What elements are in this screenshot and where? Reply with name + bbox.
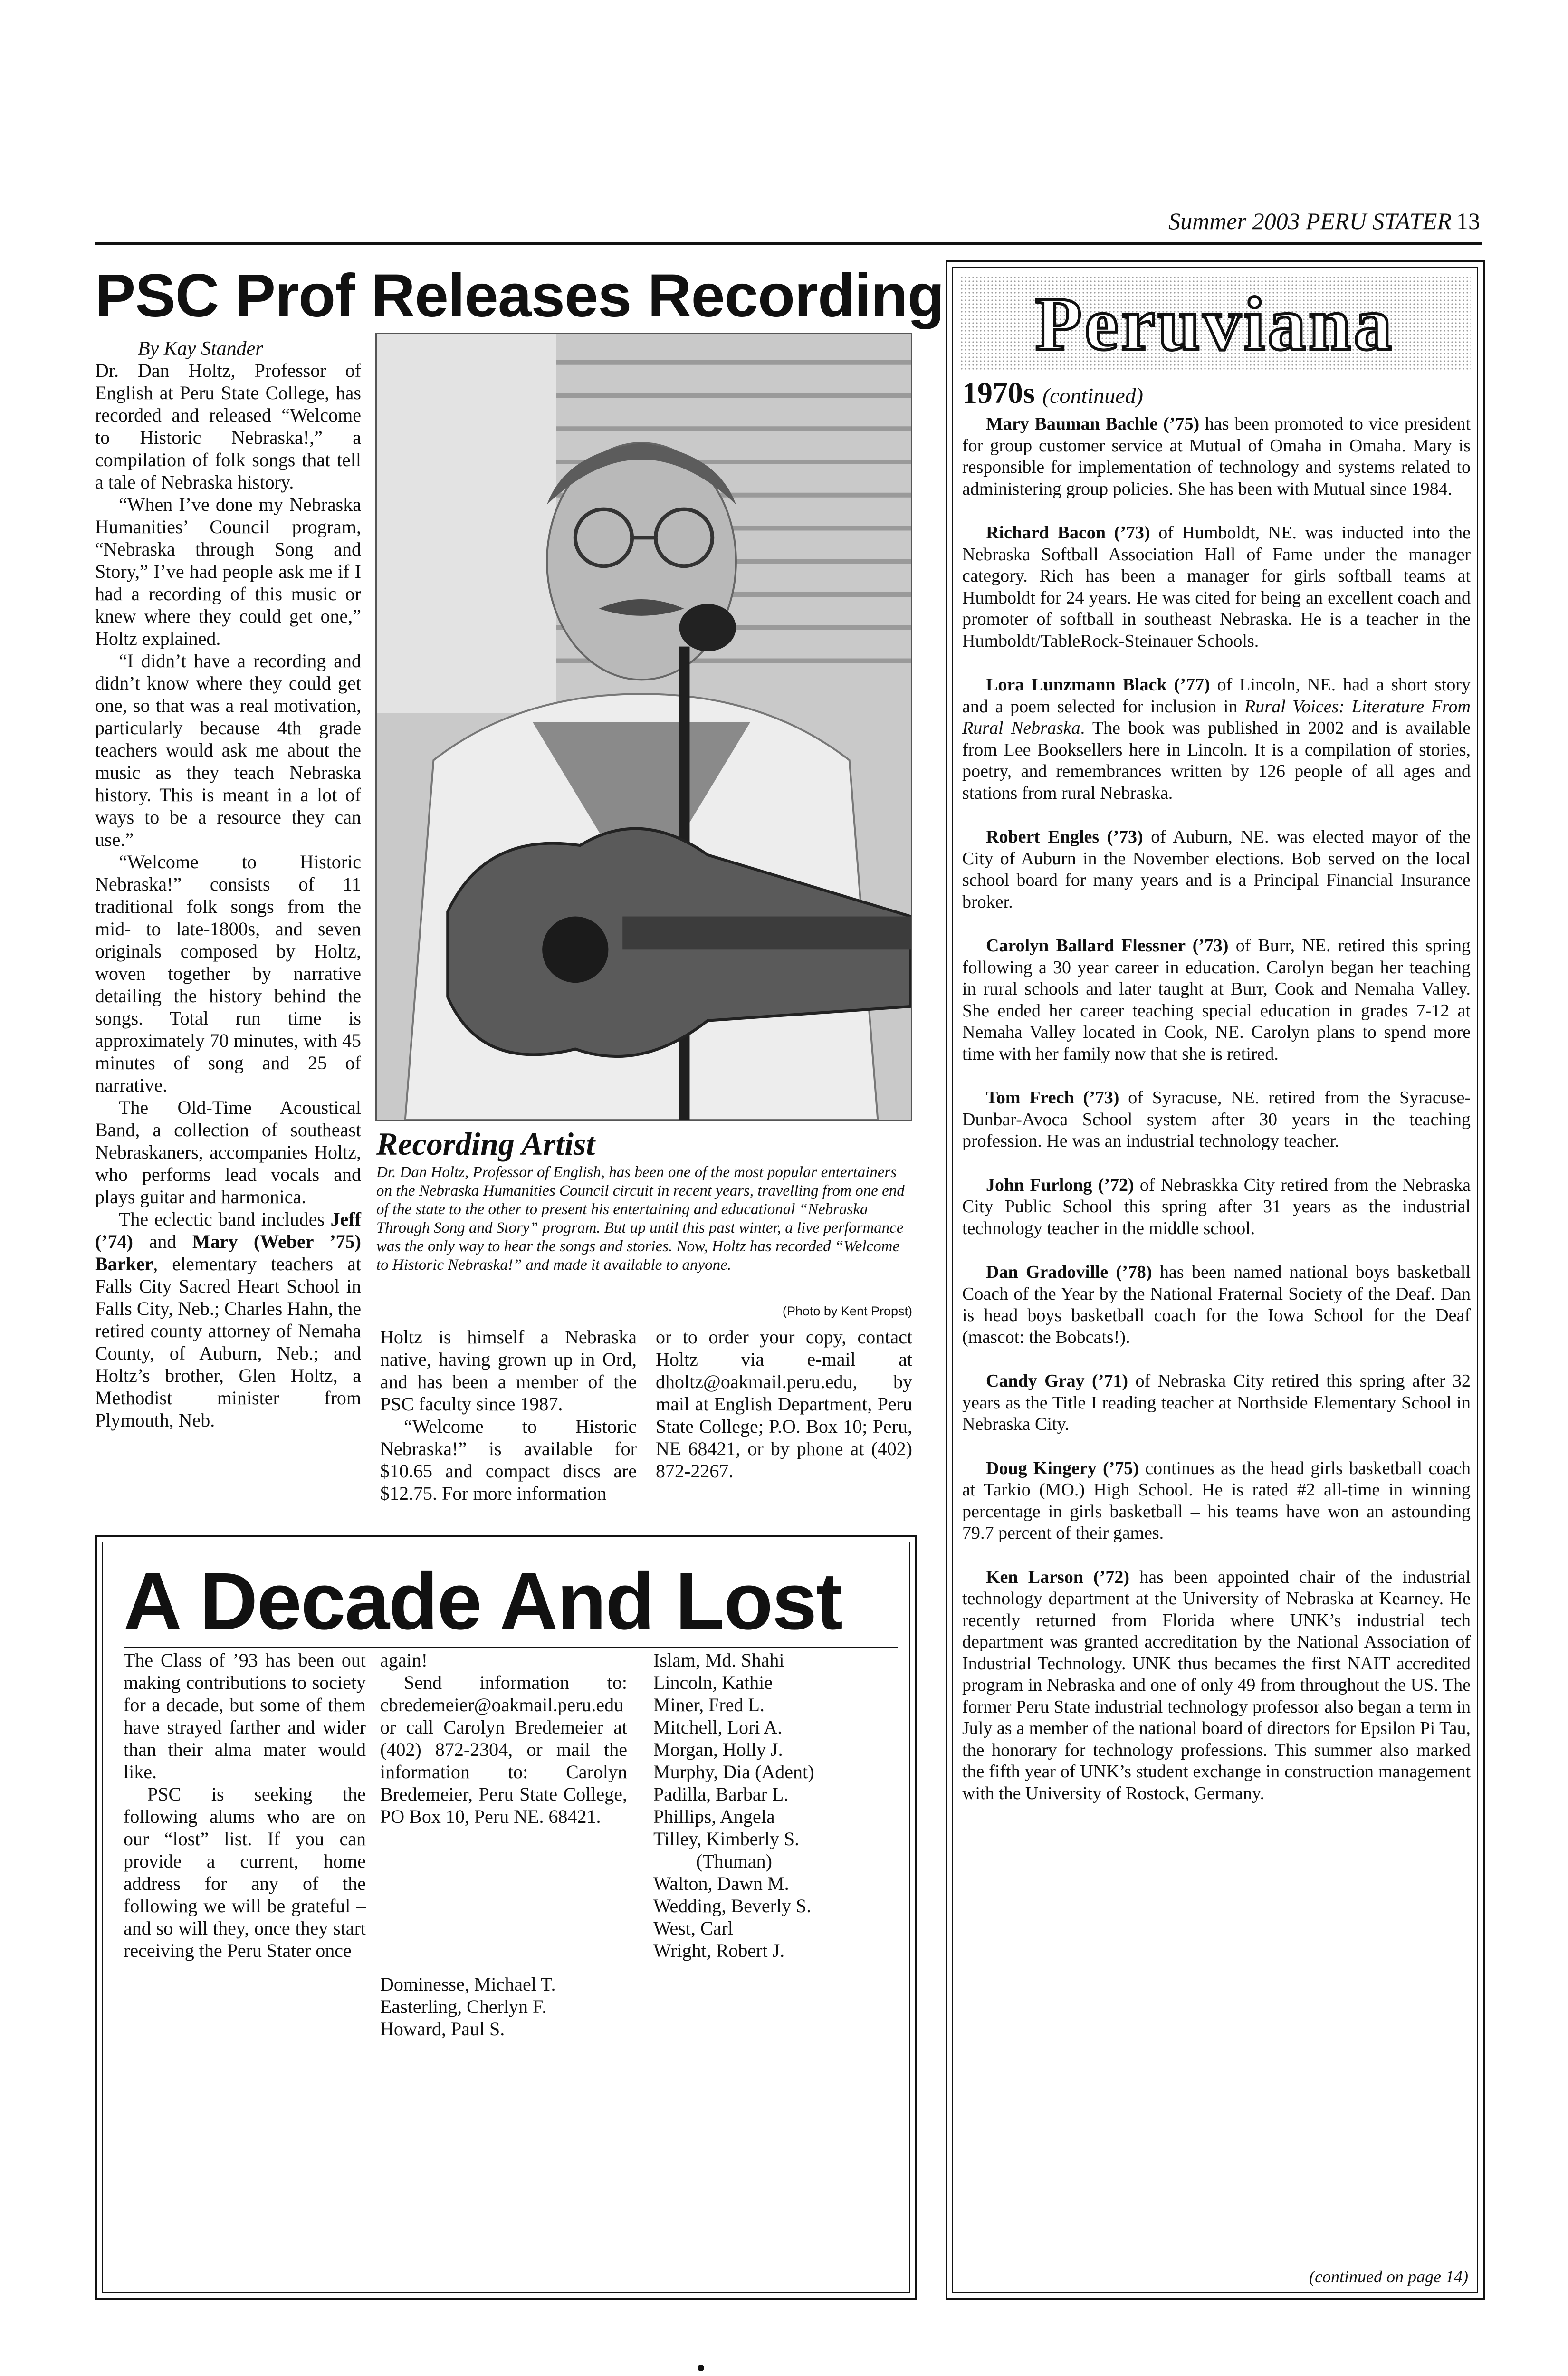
alum-name: Ken Larson (’72): [986, 1567, 1129, 1587]
alumni-entry: Ken Larson (’72) has been appointed chair of the industrial technology department at the University of Nebraska at Kearney. He recently returned from Florida where UNK’s industrial tech department was granted accreditation by the National Association of Industrial Technology. UNK thus becames the first NAIT accredited program in Nebraska and one of only 49 from throughout the US. The former Peru State industrial technology professor also began a term in July as a member of the national board of directors for Epsilon Pi Tau, the honorary for technology professions. This summer also marked the fifth year of UNK’s student exchange in construction management with the University of Rostock, Germany.: [962, 1567, 1471, 1803]
missing-alum: Murphy, Dia (Adent): [653, 1761, 814, 1782]
paragraph: PSC is seeking the following alums who are on our “lost” list. If you can provide a current, home address for any of the following we will be grateful – and so will they, once they start receiving the Peru Stater once: [124, 1783, 366, 1961]
missing-alum: Howard, Paul S.: [380, 2018, 505, 2040]
missing-alum: Walton, Dawn M.: [653, 1873, 789, 1894]
headline-decade: A Decade And Lost: [124, 1556, 842, 1647]
alumni-entry: Doug Kingery (’75) continues as the head girls basketball coach at Tarkio (MO.) High School. He is rated #2 all-time in winning percentage in girls basketball – his teams have won an astounding 79.7 percent of their games.: [962, 1458, 1471, 1543]
paragraph: The Old-Time Acoustical Band, a collection of southeast Nebraskaners, accompanies Holtz, who performs lead vocals and plays guitar and harmonica.: [95, 1097, 361, 1207]
alum-name: Tom Frech (’73): [986, 1088, 1119, 1108]
missing-alum-maiden-name: (Thuman): [696, 1850, 772, 1872]
paragraph: again!: [380, 1649, 428, 1671]
continued-on-note: (continued on page 14): [1309, 2267, 1468, 2286]
alum-name: John Furlong (’72): [986, 1175, 1134, 1195]
paragraph: or to order your copy, contact Holtz via e-mail at dholtz@oakmail.peru.edu, by mail at English Department, Peru State College; P.O. Box 10; Peru, NE 68421, or by phone at (402) 872-2267.: [656, 1326, 912, 1482]
paragraph: Send information to: cbredemeier@oakmail.peru.edu or call Carolyn Bredemeier at (402) 872-2304, or mail the information to: Carolyn Bredemeier, Peru State College, PO Box 10, Peru NE. 68421.: [380, 1672, 627, 1827]
header-rule: [95, 242, 1482, 245]
alumni-entry: Carolyn Ballard Flessner (’73) of Burr, NE. retired this spring following a 30 year career in education. Carolyn began her teaching in rural schools and later taught at Burr, Cook and Nemaha Valley. She ended her career teaching special education in grades 7-12 at Nemaha Valley located in Cook, NE. Carolyn plans to spend more time with her family now that she is retired.: [962, 936, 1471, 1064]
decade-heading: [962, 375, 1466, 413]
missing-alum: Tilley, Kimberly S.: [653, 1828, 800, 1849]
alumni-entry: Tom Frech (’73) of Syracuse, NE. retired from the Syracuse-Dunbar-Avoca School system after 30 years in the teaching profession. He was an industrial technology teacher.: [962, 1088, 1471, 1151]
page-number: 13: [1456, 208, 1480, 234]
paragraph: “Welcome to Historic Nebraska!” consists of 11 traditional folk songs from the mid- to late-1800s, and seven originals composed by Holtz, woven together by narrative detailing the history behind the songs. Total run time is approximately 70 minutes, with 45 minutes of song and 25 of narrative.: [95, 851, 361, 1096]
paragraph: The eclectic band includes Jeff (’74) and Mary (Weber ’75) Barker, elementary teachers at Falls City Sacred Heart School in Falls City, Neb.; Charles Hahn, the retired county attorney of Nemaha County, of Auburn, Neb.; and Holtz’s brother, Glen Holtz, a Methodist minister from Plymouth, Neb.: [95, 1208, 361, 1431]
paragraph: “When I’ve done my Nebraska Humanities’ Council program, “Nebraska through Song and Story,” I’ve had people ask me if I had a recording of this music or knew where they could get one,” Holtz explained.: [95, 494, 361, 649]
decade-rule: [124, 1647, 898, 1648]
recording-column-3: [656, 1326, 912, 1482]
alumni-entry: Dan Gradoville (’78) has been named national boys basketball Coach of the Year by the National Fraternal Society of the Deaf. Dan is head boys basketball coach for the Iowa School for the Deaf (mascot: the Bobcats!).: [962, 1262, 1471, 1347]
photo-caption: Dr. Dan Holtz, Professor of English, has been one of the most popular entertainers on the Nebraska Humanities Council circuit in recent years, travelling from one end of the state to the other to present his entertaining and educational “Nebraska Through Song and Story” program. But up until this past winter, a live performance was the only way to hear the songs and stories. Now, Holtz has recorded “Welcome to Historic Nebraska!” and made it available to anyone.: [376, 1164, 905, 1274]
paragraph: Holtz is himself a Nebraska native, having grown up in Ord, and has been a member of the PSC faculty since 1987.: [380, 1326, 637, 1415]
paragraph: “I didn’t have a recording and didn’t know where they could get one, so that was a real motivation, particularly because 4th grade teachers would ask me about the music as they teach Nebraska history. This is meant in a lot of ways to be a resource they can use.”: [95, 650, 361, 850]
peruviana-banner: [960, 276, 1471, 371]
alumni-entry: Richard Bacon (’73) of Humboldt, NE. was inducted into the Nebraska Softball Association Hall of Fame under the manager category. Rich has been a manager for girls softball teams at Humboldt for 24 years. He was cited for being an excellent coach and promoter of softball in southeast Nebraska. He is a teacher in the Humboldt/TableRock-Steinauer Schools.: [962, 523, 1471, 651]
alum-name: Doug Kingery (’75): [986, 1458, 1139, 1478]
missing-alum: Islam, Md. Shahi: [653, 1649, 784, 1671]
paragraph: Dr. Dan Holtz, Professor of English at Peru State College, has recorded and released “Welcome to Historic Nebraska!,” a compilation of folk songs that tell a tale of Nebraska history.: [95, 360, 361, 493]
alum-name: Dan Gradoville (’78): [986, 1262, 1152, 1282]
running-title: Summer 2003 PERU STATER: [1168, 208, 1452, 234]
missing-alum: Miner, Fred L.: [653, 1694, 765, 1715]
missing-alumni-list-b: [653, 1649, 900, 1962]
peruviana-entries: [962, 413, 1471, 1827]
byline: By Kay Stander: [138, 338, 263, 360]
paragraph: “Welcome to Historic Nebraska!” is available for $10.65 and compact discs are $12.75. For more information: [380, 1416, 637, 1504]
alumni-entry: Mary Bauman Bachle (’75) has been promoted to vice president for group customer service at Mutual of Omaha in Omaha. Mary is responsible for implementation of technology and systems related to administering group policies. She has been with Mutual since 1984.: [962, 414, 1471, 499]
alum-name: Candy Gray (’71): [986, 1371, 1128, 1391]
photo-recording-artist: [375, 333, 912, 1121]
missing-alumni-list-a: [380, 1973, 627, 2040]
alum-name: Mary Bauman Bachle (’75): [986, 414, 1200, 434]
decade-label: 1970s: [962, 376, 1035, 410]
missing-alum: Wright, Robert J.: [653, 1940, 785, 1961]
missing-alum: Padilla, Barbar L.: [653, 1783, 789, 1805]
alum-name: Carolyn Ballard Flessner (’73): [986, 936, 1229, 956]
decade-column-1: [124, 1649, 366, 1962]
page-dot-mark: [698, 2365, 704, 2371]
peruviana-banner-title: Peruviana: [1035, 281, 1395, 366]
alum-name: Lora Lunzmann Black (’77): [986, 675, 1210, 695]
recording-column-1: [95, 359, 361, 1431]
book-title: Rural Voices: Literature From Rural Nebraska: [962, 696, 1471, 738]
recording-column-2: [380, 1326, 637, 1504]
missing-alum: Phillips, Angela: [653, 1806, 775, 1827]
alumni-entry: John Furlong (’72) of Nebraskka City retired from the Nebraska City Public School this spring after 31 years as the industrial technology teacher in the middle school.: [962, 1175, 1471, 1238]
alumni-entry: Candy Gray (’71) of Nebraska City retired this spring after 32 years as the Title I reading teacher at Northside Elementary School in Nebraska City.: [962, 1371, 1471, 1434]
caption-title: Recording Artist: [376, 1126, 595, 1162]
missing-alum: Morgan, Holly J.: [653, 1739, 783, 1760]
paragraph: The Class of ’93 has been out making contributions to society for a decade, but some of them have strayed farther and wider than their alma mater would like.: [124, 1649, 366, 1782]
alum-name: Robert Engles (’73): [986, 827, 1143, 847]
alum-name: Richard Bacon (’73): [986, 523, 1150, 543]
headline-recording: PSC Prof Releases Recording: [95, 262, 944, 330]
photo-credit: (Photo by Kent Propst): [782, 1304, 912, 1318]
performer-photo-illustration: [377, 334, 911, 1120]
decade-column-2: [380, 1649, 627, 1828]
alumni-entry: Lora Lunzmann Black (’77) of Lincoln, NE. had a short story and a poem selected for inclusion in Rural Voices: Literature From Rural Nebraska. The book was published in 2002 and is available from Lee Booksellers here in Lincoln. It is a compilation of stories, poetry, and remembrances written by 126 people of all ages and stations from rural Nebraska.: [962, 675, 1471, 803]
alumni-entry: Robert Engles (’73) of Auburn, NE. was elected mayor of the City of Auburn in the November elections. Bob served on the local school board for many years and is a Principal Financial Insurance broker.: [962, 827, 1471, 912]
missing-alum: West, Carl: [653, 1917, 733, 1939]
peruviana-banner-art: [960, 276, 1471, 371]
missing-alum: Dominesse, Michael T.: [380, 1974, 556, 1995]
missing-alum: Mitchell, Lori A.: [653, 1716, 783, 1738]
missing-alum: Lincoln, Kathie: [653, 1672, 773, 1693]
missing-alum: Wedding, Beverly S.: [653, 1895, 812, 1916]
alum-name: Mary (Weber ’75) Barker: [95, 1231, 361, 1274]
alum-name: Jeff (’74): [95, 1208, 361, 1252]
running-header: [998, 207, 1480, 235]
continued-label: (continued): [1042, 383, 1143, 408]
missing-alum: Easterling, Cherlyn F.: [380, 1996, 547, 2017]
